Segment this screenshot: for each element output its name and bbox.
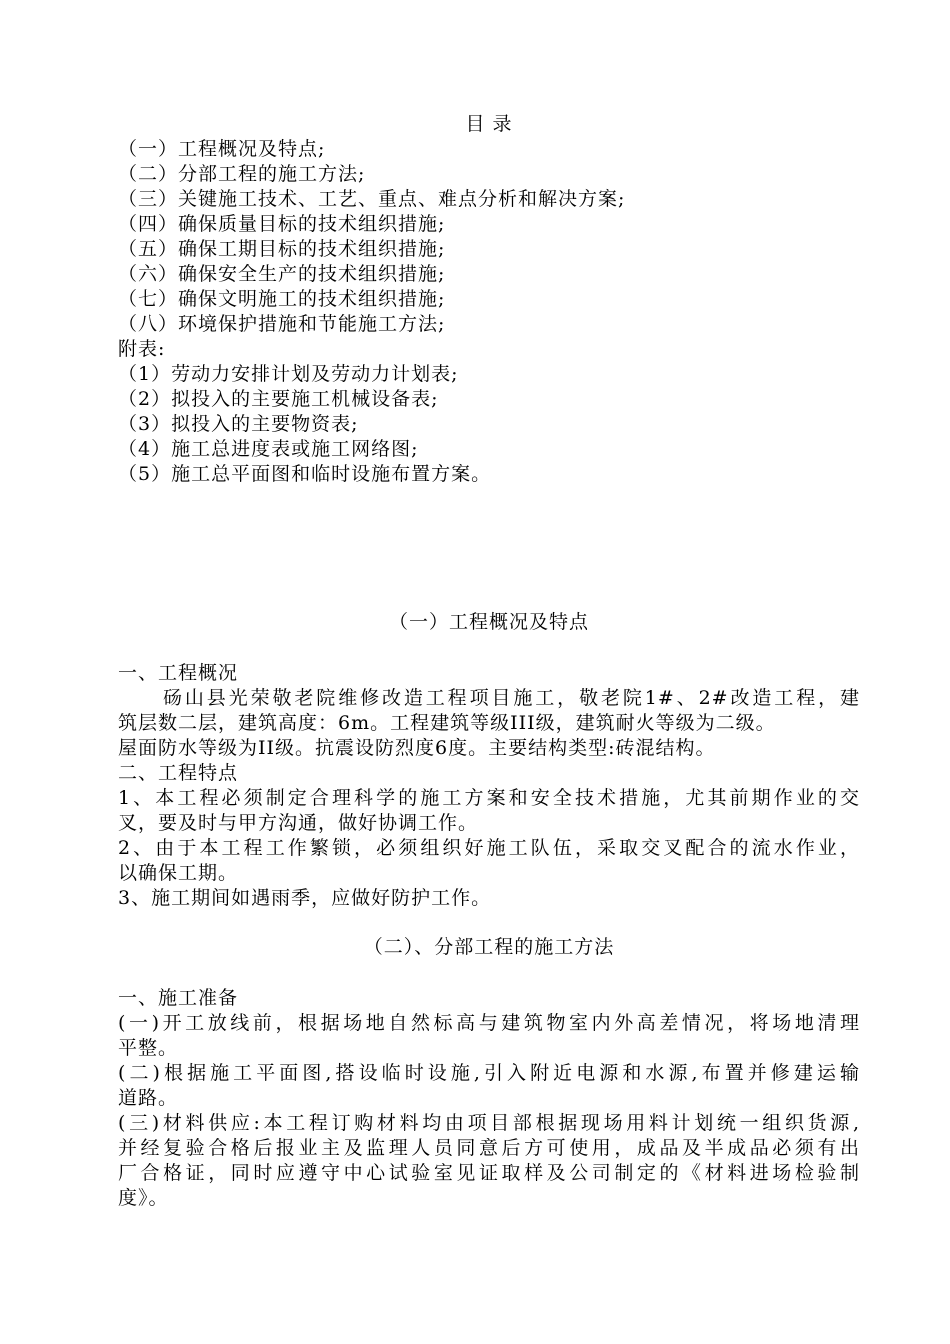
toc-item: （七）确保文明施工的技术组织措施; [118, 288, 446, 310]
feature-line: 2、由于本工程工作繁锁，必须组织好施工队伍，采取交叉配合的流水作业， [118, 837, 860, 859]
prep-line: (二)根据施工平面图,搭设临时设施,引入附近电源和水源,布置并修建运输 [118, 1062, 860, 1084]
overview-line: 屋面防水等级为II级。抗震设防烈度6度。主要结构类型:砖混结构。 [118, 737, 716, 759]
section1-heading: （一）工程概况及特点 [388, 611, 589, 633]
prep-line: 道路。 [118, 1087, 179, 1109]
appendix-item: （5）施工总平面图和临时设施布置方案。 [118, 463, 492, 485]
prep-line: 厂合格证，同时应遵守中心试验室见证取样及公司制定的《材料进场检验制 [118, 1162, 860, 1184]
toc-item: （六）确保安全生产的技术组织措施; [118, 263, 446, 285]
prep-line: (三)材料供应:本工程订购材料均由项目部根据现场用料计划统一组织货源, [118, 1112, 860, 1134]
toc-title: 目 录 [465, 113, 513, 135]
appendix-item: （4）施工总进度表或施工网络图; [118, 438, 419, 460]
prep-line: 平整。 [118, 1037, 179, 1059]
toc-item: （一）工程概况及特点; [118, 138, 326, 160]
prep-line: 并经复验合格后报业主及监理人员同意后方可使用，成品及半成品必须有出 [118, 1137, 860, 1159]
overview-line: 筑层数二层，建筑高度：6m。工程建筑等级III级，建筑耐火等级为二级。 [118, 712, 776, 734]
feature-line: 叉，要及时与甲方沟通，做好协调工作。 [118, 812, 479, 834]
toc-item: （五）确保工期目标的技术组织措施; [118, 238, 446, 260]
feature-line: 以确保工期。 [118, 862, 239, 884]
section2-subheading-prep: 一、施工准备 [118, 987, 239, 1009]
appendix-item: （3）拟投入的主要物资表; [118, 413, 359, 435]
appendix-item: （2）拟投入的主要施工机械设备表; [118, 388, 439, 410]
feature-line: 1、本工程必须制定合理科学的施工方案和安全技术措施，尤其前期作业的交 [118, 787, 860, 809]
feature-line: 3、施工期间如遇雨季，应做好防护工作。 [118, 887, 492, 909]
toc-item: （二）分部工程的施工方法; [118, 163, 366, 185]
toc-item: （八）环境保护措施和节能施工方法; [118, 313, 446, 335]
overview-line: 砀山县光荣敬老院维修改造工程项目施工，敬老院1#、2#改造工程，建 [163, 687, 860, 709]
appendix-label: 附表: [118, 338, 166, 360]
prep-line: (一)开工放线前，根据场地自然标高与建筑物室内外高差情况，将场地清理 [118, 1012, 860, 1034]
section1-subheading-features: 二、工程特点 [118, 762, 239, 784]
section1-subheading-overview: 一、工程概况 [118, 662, 239, 684]
prep-line: 度》。 [118, 1187, 169, 1209]
appendix-item: （1）劳动力安排计划及劳动力计划表; [118, 363, 459, 385]
section2-heading: （二）、分部工程的施工方法 [363, 936, 615, 958]
toc-item: （三）关键施工技术、工艺、重点、难点分析和解决方案; [118, 188, 626, 210]
toc-item: （四）确保质量目标的技术组织措施; [118, 213, 446, 235]
